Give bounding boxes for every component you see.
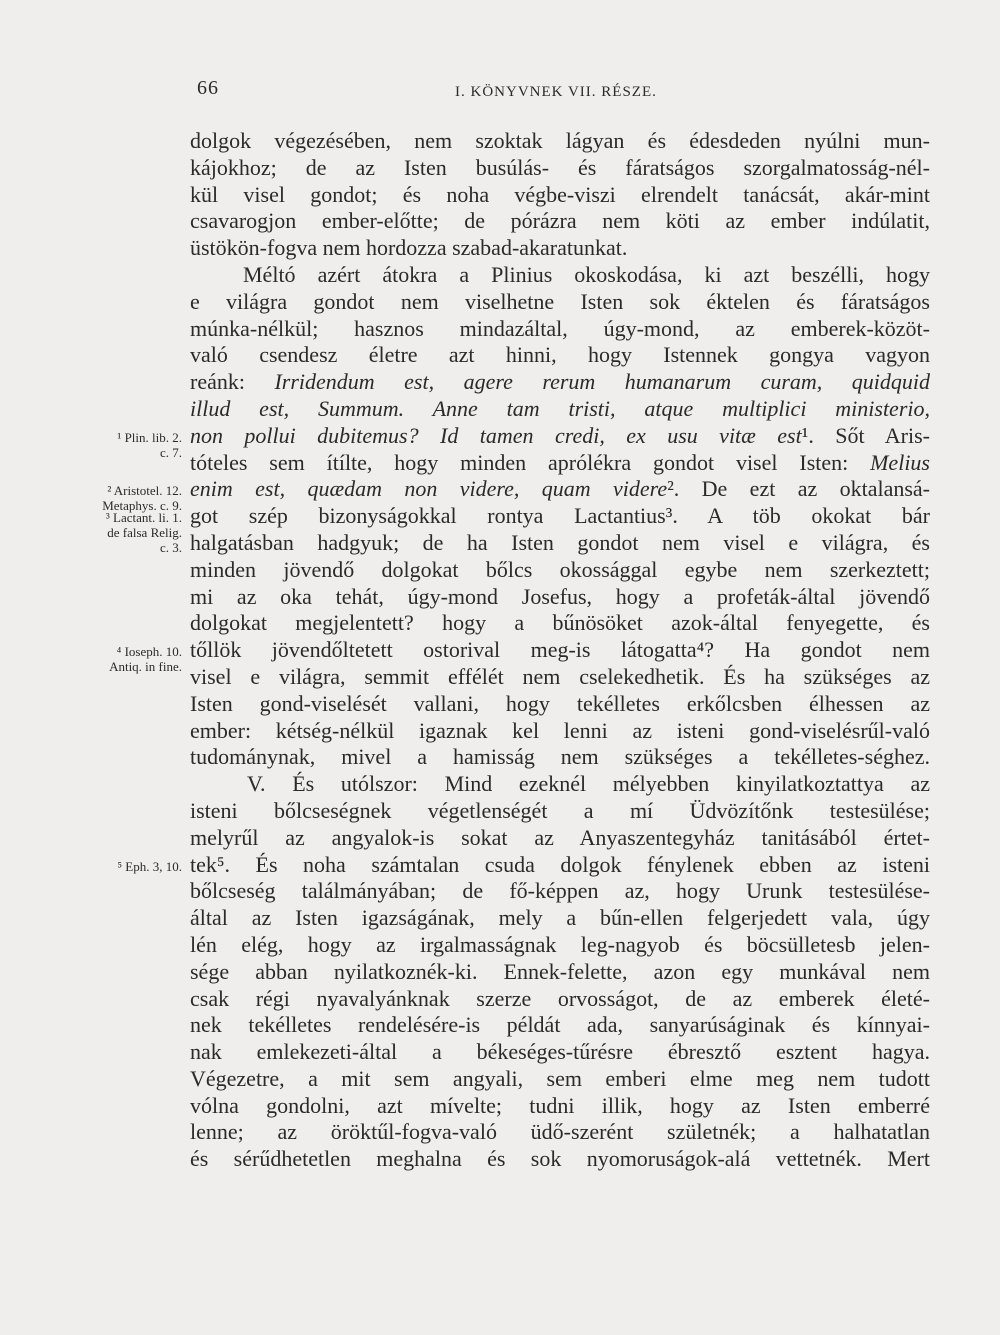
text-line: enim est, quædam non videre, quam videre². De ezt az oktalansá-: [190, 476, 930, 502]
text-line: lenne; az öröktűl-fogva-való üdő-szerént születnék; a halhatatlan: [190, 1119, 930, 1145]
text-line: mi az oka tehát, úgy-mond Josefus, hogy a profeták-által jövendő: [190, 583, 930, 609]
text-line: és sérűdhetetlen meghalna és sok nyomoruságok-alá vettetnék. Mert: [190, 1146, 930, 1172]
text-line: isteni bőlcseségnek végetlenségét a mí Üdvözítőnk testesülése;: [190, 797, 930, 823]
text-line: dolgok végezésében, nem szoktak lágyan és édesdeden nyúlni mun-: [190, 128, 930, 153]
footnote-label: ⁵ Eph. 3, 10.: [117, 858, 182, 874]
text-line: bőlcseség találmányában; de fő-képpen az, hogy Urunk testesülése-: [190, 878, 930, 904]
text-line: által az Isten igazságának, mely a bűn-ellen felgerjedett vala, úgy: [190, 905, 930, 931]
footnote-label: ² Aristotel. 12.: [107, 483, 182, 499]
text-line: melyrűl az angyalok-is sokat az Anyaszentegyház tanitásából értet-: [190, 824, 930, 850]
text-line: e világra gondot nem viselhetne Isten sok éktelen és fáratságos: [190, 288, 930, 314]
footnote-label: ¹ Plin. lib. 2.: [117, 429, 182, 445]
text-line: tek⁵. És noha számtalan csuda dolgok fénylenek ebben az isteni: [190, 851, 930, 877]
text-line: csak régi nyavalyánknak szerze orvosságot, de az emberek életé-: [190, 985, 930, 1011]
text-line: üstökön-fogva nem hordozza szabad-akaratunkat.: [190, 235, 628, 261]
text-line: ember: kétség-nélkül igaznak kel lenni az isteni gond-viselésrűl-való: [190, 717, 930, 743]
main-text: [190, 128, 930, 1173]
footnote-continuation: de falsa Relig.: [107, 525, 182, 541]
text-line: halgatásban hadgyuk; de ha Isten gondot nem visel e világra, és: [190, 529, 930, 555]
text-line: minden jövendő dolgokat bőlcs okossággal egybe nem szerkeztett;: [190, 556, 930, 582]
text-line: tudománynak, mivel a hamisság nem szükséges a tekélletes-séghez.: [190, 744, 930, 770]
text-line: sége abban nyilatkoznék-ki. Ennek-felette, azon egy munkával nem: [190, 958, 930, 984]
text-line: múnka-nélkül; hasznos mindazáltal, úgy-mond, az emberek-közöt-: [190, 315, 930, 341]
footnote-continuation: Antiq. in fine.: [109, 659, 182, 675]
text-line: vólna gondolni, azt mívelte; tudni illik, hogy az Isten emberré: [190, 1092, 930, 1118]
text-line: lén elég, hogy az irgalmasságnak leg-nagyob és böcsülletesb jelen-: [190, 931, 930, 957]
text-line: dolgokat megjelentett? hogy a bűnösöket azok-által fenyegette, és: [190, 610, 930, 636]
text-line: csavarogjon ember-előtte; de pórázra nem köti az ember indúlatit,: [190, 208, 930, 234]
text-line: got szép bizonyságokkal rontya Lactantius³. A töb okokat bár: [190, 503, 930, 529]
footnote-continuation: Metaphys. c. 9.: [102, 498, 182, 514]
footnote-label: ⁴ Ioseph. 10.: [116, 644, 182, 660]
text-line: tőllök jövendőltetett ostorival meg-is látogatta⁴? Ha gondot nem: [190, 637, 930, 663]
text-line: nek tekélletes rendelésére-is példát ada, sanyarúságinak és kínnyai-: [190, 1012, 930, 1038]
text-line: Végezetre, a mit sem angyali, sem emberi elme meg nem tudott: [190, 1065, 930, 1091]
text-line: V. És utólszor: Mind ezeknél mélyebben kinyilatkoztattya az: [247, 771, 930, 797]
text-line: reánk: Irridendum est, agere rerum humanarum curam, quidquid: [190, 369, 930, 395]
text-line: kájokhoz; de az Isten busúlás- és fáratságos szorgalmatosság-nél-: [190, 154, 930, 180]
text-line: való csendesz életre azt hinni, hogy Istennek gongya vagyon: [190, 342, 930, 368]
running-title: I. KÖNYVNEK VII. RÉSZE.: [455, 84, 657, 100]
text-line: Isten gond-viselését vallani, hogy tekélletes erkőlcsben élhessen az: [190, 690, 930, 716]
page-number: 66: [197, 77, 219, 99]
footnote-continuation: c. 7.: [159, 444, 182, 460]
text-line: nak emlekezeti-által a békeséges-tűrésre ébresztő esztent hagya.: [190, 1039, 930, 1065]
footnote-continuation: c. 3.: [159, 540, 182, 556]
text-line: Méltó azért átokra a Plinius okoskodása, ki azt beszélli, hogy: [243, 261, 930, 287]
text-line: kül visel gondot; és noha végbe-viszi elrendelt tanácsát, akár-mint: [190, 181, 930, 207]
text-line: non pollui dubitemus? Id tamen credi, ex usu vitæ est¹. Sőt Aris-: [190, 422, 930, 448]
footnote-label: ³ Lactant. li. 1.: [105, 510, 182, 526]
text-line: visel e világra, semmit effélét nem cselekedhetik. És ha szükséges az: [190, 663, 930, 689]
text-line: tóteles sem ítílte, hogy minden aprólékra gondot visel Isten: Melius: [190, 449, 930, 475]
text-line: illud est, Summum. Anne tam tristi, atque multiplici ministerio,: [190, 395, 930, 421]
